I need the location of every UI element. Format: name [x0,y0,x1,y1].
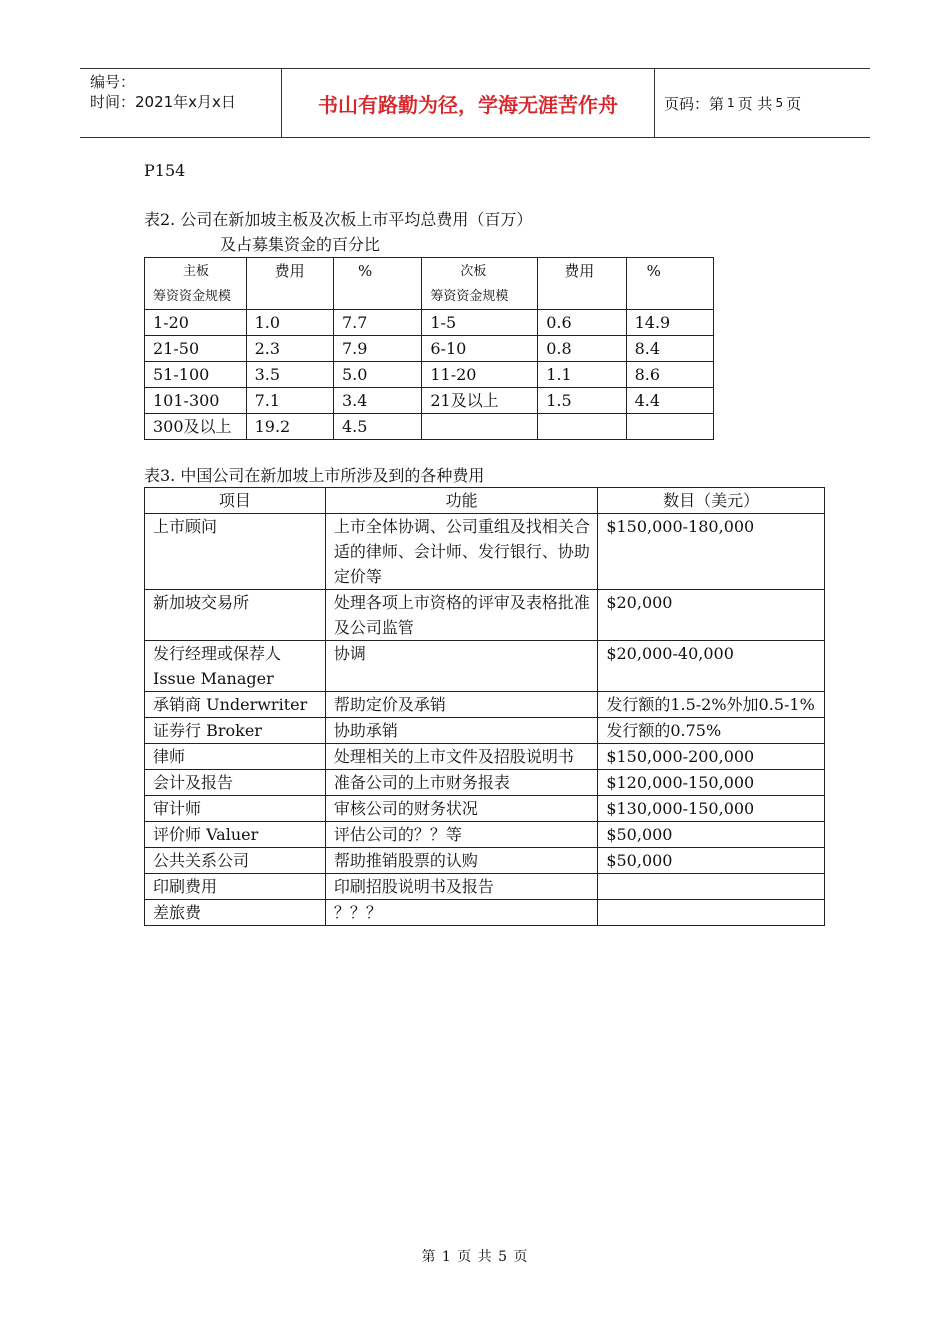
table-cell: 8.4 [626,336,713,362]
item-cell: 会计及报告 [145,770,326,796]
table-row [145,590,825,641]
table-cell: 21及以上 [422,388,538,414]
page-label-post: 页 [786,94,802,113]
header-cell [246,258,333,310]
header-item: 项目 [145,488,326,514]
header-second-scale: 筹资资金规模 [430,289,509,304]
function-cell: 上市全体协调、公司重组及找相关合适的律师、会计师、发行银行、协助定价等 [325,514,597,590]
amount-cell: $50,000 [598,822,825,848]
table-cell: 11-20 [422,362,538,388]
header-percent: % [646,262,661,280]
function-cell: 处理各项上市资格的评审及表格批准及公司监管 [325,590,597,641]
function-cell: 帮助定价及承销 [325,692,597,718]
table-row [145,900,825,926]
table-row [145,310,714,336]
table-row [145,641,825,692]
header-number-label: 编号： [90,73,136,91]
amount-cell: $20,000 [598,590,825,641]
item-cell: 律师 [145,744,326,770]
table-cell: 300及以上 [145,414,247,440]
amount-cell: $120,000-150,000 [598,770,825,796]
page-footer: 第 1 页 共 5 页 [421,1249,529,1265]
table-row [145,692,825,718]
function-cell: 准备公司的上市财务报表 [325,770,597,796]
header-cell [333,258,421,310]
table-row [145,744,825,770]
page-label-mid: 页 共 [737,94,773,113]
item-cell: 新加坡交易所 [145,590,326,641]
listing-cost-table [144,487,825,926]
page-total: 5 [775,96,784,110]
header-fee: 费用 [564,262,595,280]
table-cell: 21-50 [145,336,247,362]
header-function: 功能 [325,488,597,514]
table-row [145,514,825,590]
amount-cell [598,874,825,900]
table-header-row [145,258,714,310]
header-motto: 书山有路勤为径，学海无涯苦作舟 [318,92,618,117]
function-cell: ？？？ [325,900,597,926]
item-cell: 发行经理或保荐人 Issue Manager [145,641,326,692]
table-cell: 0.8 [538,336,626,362]
amount-cell: $150,000-200,000 [598,744,825,770]
table-cell: 3.5 [246,362,333,388]
header-main-scale: 筹资资金规模 [153,289,232,304]
amount-cell: $50,000 [598,848,825,874]
function-cell: 评估公司的？？等 [325,822,597,848]
header-date-label: 时间：2021年x月x日 [90,93,236,111]
table-row [145,770,825,796]
header-page-info [664,69,801,137]
header-percent: % [357,262,373,280]
table-cell: 7.7 [333,310,421,336]
page-current: 1 [727,96,735,110]
item-cell: 审计师 [145,796,326,822]
table-cell: 3.4 [333,388,421,414]
table2-caption: 表2. 公司在新加坡主板及次板上市平均总费用（百万） [144,210,533,229]
amount-cell: 发行额的1.5-2%外加0.5-1% [598,692,825,718]
table-cell: 0.6 [538,310,626,336]
item-cell: 公共关系公司 [145,848,326,874]
table-row [145,848,825,874]
table-row [145,874,825,900]
table-cell: 1.0 [246,310,333,336]
function-cell: 印刷招股说明书及报告 [325,874,597,900]
item-cell: 承销商 Underwriter [145,692,326,718]
header-main-board: 主板 [183,264,210,279]
item-cell: 评价师 Valuer [145,822,326,848]
table-cell: 2.3 [246,336,333,362]
table-cell: 5.0 [333,362,421,388]
table-cell: 6-10 [422,336,538,362]
function-cell: 审核公司的财务状况 [325,796,597,822]
table-cell: 1-20 [145,310,247,336]
table-cell: 101-300 [145,388,247,414]
item-cell: 印刷费用 [145,874,326,900]
table-cell: 51-100 [145,362,247,388]
table-cell [538,414,626,440]
table-row [145,388,714,414]
header-meta [90,72,280,112]
item-cell: 差旅费 [145,900,326,926]
table-row [145,362,714,388]
table-cell: 7.9 [333,336,421,362]
header-cell [422,258,538,310]
table-cell: 19.2 [246,414,333,440]
table-header-row [145,488,825,514]
table-row [145,718,825,744]
table-cell: 8.6 [626,362,713,388]
table-row [145,414,714,440]
header-amount: 数目（美元） [598,488,825,514]
amount-cell: $150,000-180,000 [598,514,825,590]
header-fee: 费用 [274,262,305,280]
function-cell: 处理相关的上市文件及招股说明书 [325,744,597,770]
header-cell [145,258,247,310]
page-label-pre: 页码：第 [664,94,725,113]
table-row [145,822,825,848]
amount-cell: $20,000-40,000 [598,641,825,692]
table-cell: 4.4 [626,388,713,414]
fee-summary-table [144,257,714,440]
table-cell: 1.1 [538,362,626,388]
header-cell [626,258,713,310]
amount-cell [598,900,825,926]
table-cell: 14.9 [626,310,713,336]
header-cell [538,258,626,310]
header-divider [654,69,655,137]
item-cell: 证券行 Broker [145,718,326,744]
amount-cell: 发行额的0.75% [598,718,825,744]
table-cell: 1.5 [538,388,626,414]
header-second-board: 次板 [460,264,487,279]
item-cell: 上市顾问 [145,514,326,590]
table-row [145,796,825,822]
table-cell [626,414,713,440]
amount-cell: $130,000-150,000 [598,796,825,822]
page-reference: P154 [144,161,186,180]
function-cell: 协调 [325,641,597,692]
table3-caption: 表3. 中国公司在新加坡上市所涉及到的各种费用 [144,466,485,485]
table-row [145,336,714,362]
function-cell: 帮助推销股票的认购 [325,848,597,874]
table-cell: 4.5 [333,414,421,440]
table-cell [422,414,538,440]
page-header [80,68,870,138]
table-cell: 1-5 [422,310,538,336]
table2-caption-line2: 及占募集资金的百分比 [220,235,381,254]
table-cell: 7.1 [246,388,333,414]
function-cell: 协助承销 [325,718,597,744]
